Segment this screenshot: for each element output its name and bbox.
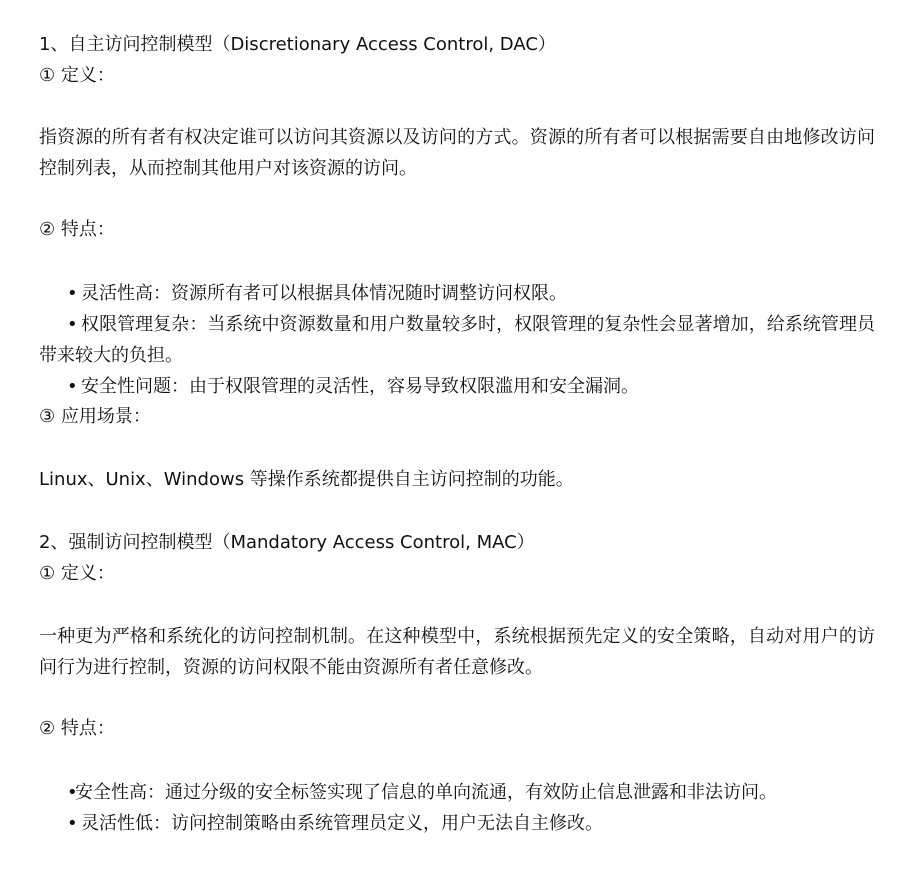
section1-definition-text: 指资源的所有者有权决定谁可以访问其资源以及访问的方式。资源的所有者可以根据需要自由地修改访问控制列表，从而控制其他用户对该资源的访问。 <box>39 127 875 179</box>
section1-scenario-text: Linux、Unix、Windows 等操作系统都提供自主访问控制的功能。 <box>39 469 574 490</box>
section2-features-label: ② 特点： <box>39 718 115 739</box>
section1-feature-text: 灵活性高：资源所有者可以根据具体情况随时调整访问权限。 <box>81 283 567 304</box>
section1-feature-item <box>67 371 639 402</box>
section2-feature-item <box>67 808 603 839</box>
bullet-icon: • <box>67 782 78 803</box>
section1-definition-label: ① 定义： <box>39 65 115 86</box>
section1-heading: 1、自主访问控制模型（Discretionary Access Control, DAC） <box>39 34 556 55</box>
section2-heading: 2、强制访问控制模型（Mandatory Access Control, MAC） <box>39 532 535 553</box>
bullet-icon: • <box>67 376 78 397</box>
section1-feature-text: 安全性问题：由于权限管理的灵活性，容易导致权限滥用和安全漏洞。 <box>81 376 639 397</box>
bullet-icon: • <box>67 314 78 335</box>
section1-feature-item <box>39 309 875 371</box>
section1-scenario-label: ③ 应用场景： <box>39 406 151 427</box>
section1-features-label: ② 特点： <box>39 219 115 240</box>
section2-feature-item <box>67 777 777 808</box>
section1-feature-item <box>67 278 567 309</box>
section2-definition-text: 一种更为严格和系统化的访问控制机制。在这种模型中，系统根据预先定义的安全策略，自动对用户的访问行为进行控制，资源的访问权限不能由资源所有者任意修改。 <box>39 626 875 678</box>
section1-feature-text: 权限管理复杂：当系统中资源数量和用户数量较多时，权限管理的复杂性会显著增加，给系统管理员带来较大的负担。 <box>39 314 875 366</box>
section2-definition-label: ① 定义： <box>39 563 115 584</box>
bullet-icon: • <box>67 283 78 304</box>
section2-feature-text: 灵活性低：访问控制策略由系统管理员定义，用户无法自主修改。 <box>81 813 603 834</box>
section2-feature-text: 安全性高：通过分级的安全标签实现了信息的单向流通，有效防止信息泄露和非法访问。 <box>75 782 777 803</box>
bullet-icon: • <box>67 813 78 834</box>
